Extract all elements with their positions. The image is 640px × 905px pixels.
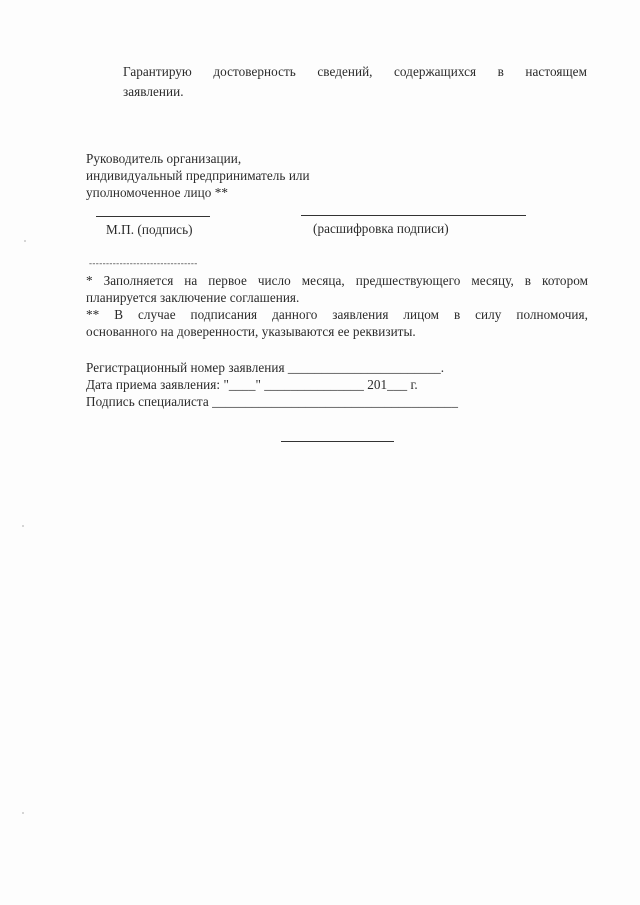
signer-line-3: уполномоченное лицо ** xyxy=(86,185,229,200)
footnote-2-line-2: основанного на доверенности, указываются ее реквизиты. xyxy=(86,324,416,339)
signer-line-1: Руководитель организации, xyxy=(86,151,242,166)
footnote-1-line-1: * Заполняется на первое число месяца, предшествующего месяцу, в котором xyxy=(86,273,588,288)
footnote-separator: -------------------------------- xyxy=(89,258,198,268)
signature-decoding-label: (расшифровка подписи) xyxy=(313,221,449,236)
signer-line-2: индивидуальный предприниматель или xyxy=(86,168,310,183)
closing-rule xyxy=(281,441,394,442)
registration-number-field: Регистрационный номер заявления _______________________. xyxy=(86,360,445,375)
specialist-signature-field: Подпись специалиста _____________________________________ xyxy=(86,394,458,409)
scan-speck xyxy=(22,525,24,527)
footnote-1-line-2: планируется заключение соглашения. xyxy=(86,290,300,305)
guarantee-line-2: заявлении. xyxy=(123,84,184,99)
signature-line xyxy=(96,216,210,217)
footnote-2-line-1: ** В случае подписания данного заявления лицом в силу полномочия, xyxy=(86,307,588,322)
scan-speck xyxy=(22,812,24,814)
stamp-signature-label: М.П. (подпись) xyxy=(106,222,193,237)
signature-decoding-line xyxy=(301,215,526,216)
date-received-field: Дата приема заявления: "____" _______________ 201___ г. xyxy=(86,377,418,392)
guarantee-line-1: Гарантирую достоверность сведений, содержащихся в настоящем xyxy=(123,64,587,79)
scan-speck xyxy=(24,240,26,242)
